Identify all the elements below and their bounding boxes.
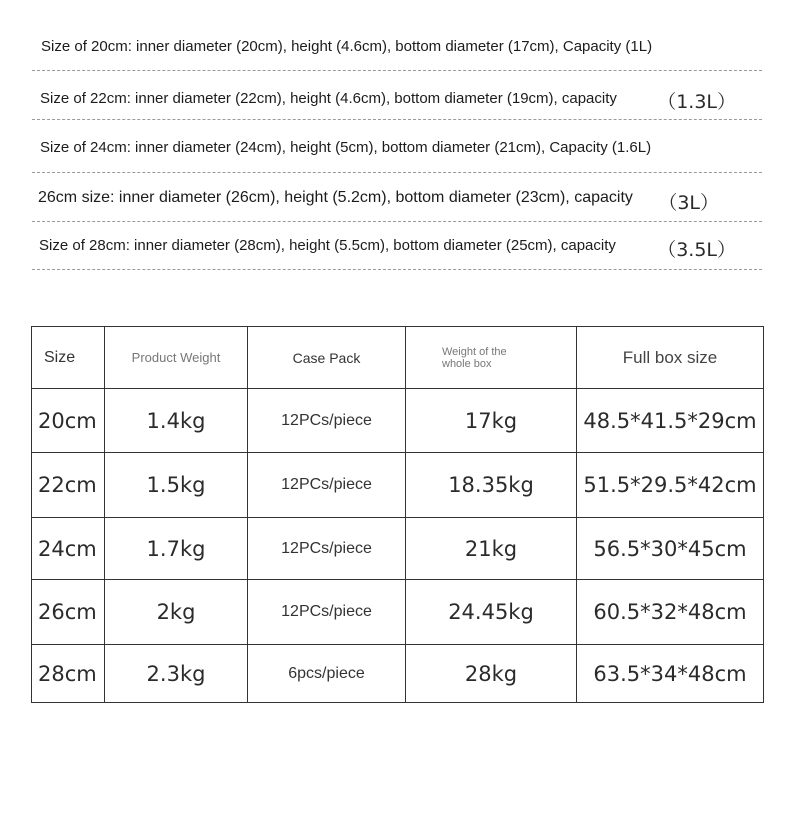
table-row (32, 645, 764, 703)
cell-whole-weight: 21kg (406, 518, 577, 580)
cell-case-pack: 6pcs/piece (248, 645, 406, 703)
header-whole-box-weight (406, 327, 577, 389)
spec-text: Size of 22cm: inner diameter (22cm), height (4.6cm), bottom diameter (19cm), capacity (40, 90, 617, 107)
cell-whole-weight: 28kg (406, 645, 577, 703)
cell-whole-weight: 17kg (406, 389, 577, 453)
cell-size: 26cm (32, 580, 105, 645)
header-product-weight: Product Weight (105, 327, 248, 389)
table-row (32, 580, 764, 645)
cell-case-pack: 12PCs/piece (248, 389, 406, 453)
spec-row-24cm (32, 120, 762, 173)
cell-size: 24cm (32, 518, 105, 580)
spec-text: Size of 24cm: inner diameter (24cm), height (5cm), bottom diameter (21cm), Capacity (1.6L) (40, 139, 652, 156)
cell-box-size: 56.5*30*45cm (577, 518, 764, 580)
cell-case-pack: 12PCs/piece (248, 518, 406, 580)
cell-case-pack: 12PCs/piece (248, 453, 406, 518)
header-size: Size (32, 327, 105, 389)
cell-product-weight: 1.4kg (105, 389, 248, 453)
spec-text: Size of 28cm: inner diameter (28cm), height (5.5cm), bottom diameter (25cm), capacity (39, 237, 616, 254)
table-row (32, 389, 764, 453)
spec-row-20cm (32, 22, 762, 71)
size-spec-list (32, 22, 762, 270)
header-full-box-size: Full box size (577, 327, 764, 389)
cell-product-weight: 2.3kg (105, 645, 248, 703)
spec-capacity: （3.5L） (657, 239, 736, 261)
cell-box-size: 63.5*34*48cm (577, 645, 764, 703)
cell-product-weight: 1.7kg (105, 518, 248, 580)
table-row (32, 453, 764, 518)
cell-box-size: 48.5*41.5*29cm (577, 389, 764, 453)
cell-size: 22cm (32, 453, 105, 518)
table-row (32, 518, 764, 580)
spec-row-28cm (32, 222, 762, 270)
cell-box-size: 60.5*32*48cm (577, 580, 764, 645)
spec-text: 26cm size: inner diameter (26cm), height (5.2cm), bottom diameter (23cm), capacity (38, 189, 633, 206)
packing-table (31, 326, 764, 703)
spec-capacity: （3L） (658, 192, 719, 214)
cell-product-weight: 2kg (105, 580, 248, 645)
table-header-row (32, 327, 764, 389)
cell-size: 20cm (32, 389, 105, 453)
spec-capacity: （1.3L） (657, 91, 736, 113)
cell-whole-weight: 18.35kg (406, 453, 577, 518)
cell-case-pack: 12PCs/piece (248, 580, 406, 645)
spec-text: Size of 20cm: inner diameter (20cm), height (4.6cm), bottom diameter (17cm), Capacity (1L) (41, 38, 653, 55)
cell-size: 28cm (32, 645, 105, 703)
header-case-pack: Case Pack (248, 327, 406, 389)
spec-row-22cm (32, 71, 762, 120)
cell-whole-weight: 24.45kg (406, 580, 577, 645)
cell-product-weight: 1.5kg (105, 453, 248, 518)
header-whole-line2: whole box (442, 357, 492, 370)
spec-row-26cm (32, 173, 762, 222)
header-whole-line1: Weight of the (442, 345, 507, 358)
cell-box-size: 51.5*29.5*42cm (577, 453, 764, 518)
